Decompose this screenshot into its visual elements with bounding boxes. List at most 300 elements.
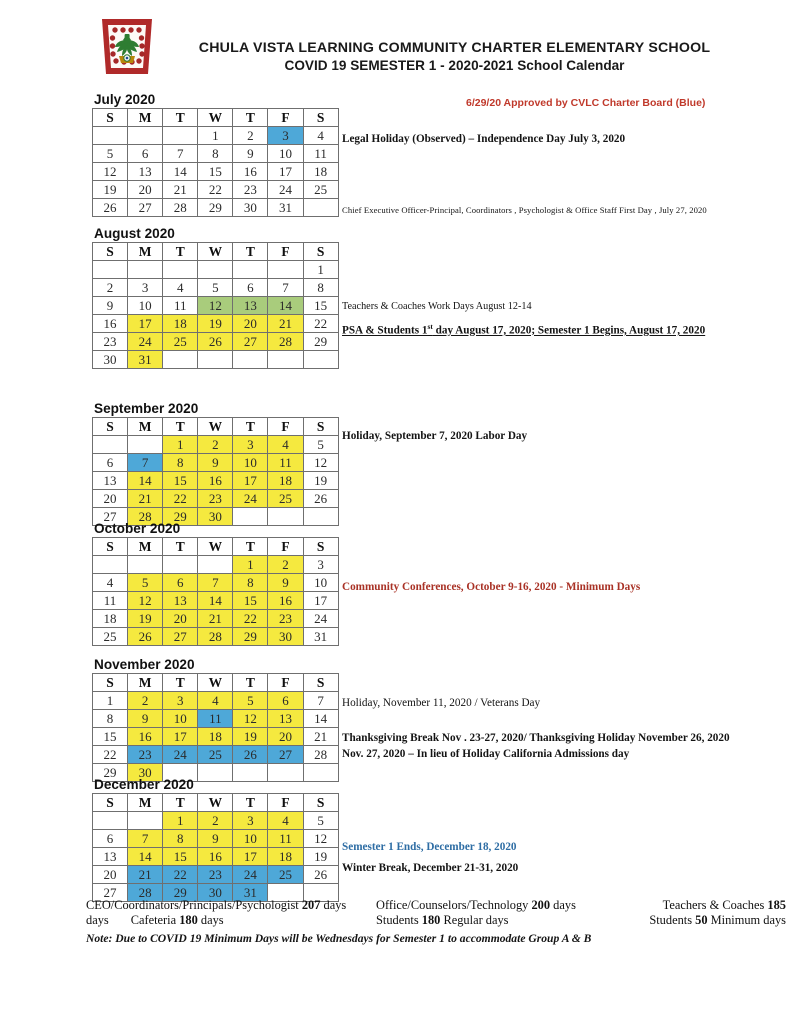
calendar-week-row — [93, 728, 339, 746]
day-cell[interactable]: 7 — [198, 574, 233, 592]
day-cell[interactable]: 2 — [198, 812, 233, 830]
footer-summary — [86, 898, 786, 945]
weekday-header-2: T — [163, 109, 198, 127]
weekday-header-6: S — [303, 674, 338, 692]
weekday-header-3: W — [198, 674, 233, 692]
label: Cafeteria — [130, 913, 180, 927]
day-cell[interactable]: 4 — [268, 436, 303, 454]
calendar-week-row — [93, 592, 339, 610]
empty-cell — [233, 261, 268, 279]
day-cell[interactable]: 9 — [233, 145, 268, 163]
day-cell[interactable]: 14 — [128, 472, 163, 490]
day-cell[interactable]: 16 — [198, 848, 233, 866]
weekday-header-4: T — [233, 794, 268, 812]
note-august-work-days: Teachers & Coaches Work Days August 12-14 — [342, 301, 532, 312]
day-cell[interactable]: 14 — [303, 710, 338, 728]
day-cell[interactable]: 4 — [163, 279, 198, 297]
day-cell[interactable]: 2 — [233, 127, 268, 145]
page-title — [188, 40, 791, 73]
day-cell[interactable]: 4 — [93, 574, 128, 592]
day-cell[interactable]: 8 — [163, 830, 198, 848]
day-cell[interactable]: 21 — [163, 181, 198, 199]
suffix: Regular days — [440, 913, 509, 927]
day-cell[interactable]: 23 — [198, 866, 233, 884]
weekday-header-4: T — [233, 674, 268, 692]
day-cell[interactable]: 15 — [233, 592, 268, 610]
day-cell[interactable]: 30 — [198, 884, 233, 902]
day-cell[interactable]: 20 — [233, 315, 268, 333]
month-title: November 2020 — [94, 657, 195, 672]
day-cell[interactable]: 3 — [128, 279, 163, 297]
day-cell[interactable]: 23 — [93, 333, 128, 351]
weekday-header-3: W — [198, 794, 233, 812]
empty-cell — [93, 127, 128, 145]
day-cell[interactable]: 1 — [198, 127, 233, 145]
day-cell[interactable]: 29 — [163, 884, 198, 902]
day-cell[interactable]: 16 — [233, 163, 268, 181]
weekday-header-5: F — [268, 243, 303, 261]
calendar-week-row — [93, 279, 339, 297]
day-cell[interactable]: 7 — [128, 454, 163, 472]
day-cell[interactable]: 7 — [163, 145, 198, 163]
day-cell[interactable]: 3 — [268, 127, 303, 145]
day-cell[interactable]: 13 — [268, 710, 303, 728]
day-cell[interactable]: 30 — [268, 628, 303, 646]
day-cell[interactable]: 21 — [128, 490, 163, 508]
empty-cell — [303, 199, 338, 217]
weekday-header-2: T — [163, 418, 198, 436]
calendar-week-row — [93, 145, 339, 163]
weekday-header-6: S — [303, 109, 338, 127]
day-cell[interactable]: 25 — [198, 746, 233, 764]
day-cell[interactable]: 9 — [198, 454, 233, 472]
day-cell[interactable]: 28 — [163, 199, 198, 217]
empty-cell — [198, 556, 233, 574]
weekday-header-1: M — [128, 243, 163, 261]
empty-cell — [303, 351, 338, 369]
day-cell[interactable]: 19 — [233, 728, 268, 746]
day-cell[interactable]: 1 — [93, 692, 128, 710]
calendar-week-row — [93, 351, 339, 369]
day-cell[interactable]: 9 — [198, 830, 233, 848]
day-cell[interactable]: 1 — [163, 812, 198, 830]
day-cell[interactable]: 22 — [163, 490, 198, 508]
day-cell[interactable]: 28 — [128, 884, 163, 902]
day-cell[interactable]: 15 — [163, 848, 198, 866]
day-cell[interactable]: 5 — [93, 145, 128, 163]
day-cell[interactable]: 7 — [268, 279, 303, 297]
day-cell[interactable]: 2 — [268, 556, 303, 574]
day-cell[interactable]: 3 — [303, 556, 338, 574]
day-cell[interactable]: 1 — [303, 261, 338, 279]
day-cell[interactable]: 13 — [93, 472, 128, 490]
day-cell[interactable]: 4 — [268, 812, 303, 830]
day-cell[interactable]: 4 — [303, 127, 338, 145]
day-cell[interactable]: 12 — [93, 163, 128, 181]
empty-cell — [163, 351, 198, 369]
day-cell[interactable]: 25 — [93, 628, 128, 646]
month-block-september — [92, 401, 339, 526]
weekday-header-4: T — [233, 418, 268, 436]
day-cell[interactable]: 3 — [163, 692, 198, 710]
calendar-week-row — [93, 574, 339, 592]
day-cell[interactable]: 21 — [303, 728, 338, 746]
ordinal-suffix: st — [427, 322, 433, 331]
weekday-header-4: T — [233, 538, 268, 556]
day-cell[interactable]: 8 — [198, 145, 233, 163]
day-cell[interactable]: 10 — [128, 297, 163, 315]
day-cell[interactable]: 21 — [128, 866, 163, 884]
day-cell[interactable]: 18 — [163, 315, 198, 333]
day-cell[interactable]: 12 — [198, 297, 233, 315]
day-cell[interactable]: 2 — [198, 436, 233, 454]
weekday-header-3: W — [198, 418, 233, 436]
day-cell[interactable]: 19 — [198, 315, 233, 333]
weekday-header-row — [93, 794, 339, 812]
day-cell[interactable]: 9 — [268, 574, 303, 592]
suffix: days — [197, 913, 224, 927]
calendar-subtitle: COVID 19 SEMESTER 1 - 2020-2021 School Calendar — [284, 58, 625, 73]
weekday-header-3: W — [198, 109, 233, 127]
day-cell[interactable]: 11 — [198, 710, 233, 728]
empty-cell — [128, 261, 163, 279]
day-cell[interactable]: 5 — [303, 812, 338, 830]
day-cell[interactable]: 10 — [268, 145, 303, 163]
suffix: Minimum days — [707, 913, 786, 927]
calendar-week-row — [93, 436, 339, 454]
empty-cell — [163, 127, 198, 145]
day-cell[interactable]: 23 — [233, 181, 268, 199]
day-cell[interactable]: 14 — [128, 848, 163, 866]
day-cell[interactable]: 31 — [268, 199, 303, 217]
label: CEO/Coordinators/Principals/Psychologist — [86, 898, 302, 912]
day-cell[interactable]: 6 — [233, 279, 268, 297]
note-november-in-lieu-holiday: Nov. 27, 2020 – In lieu of Holiday California Admissions day — [342, 748, 630, 760]
day-cell[interactable]: 12 — [233, 710, 268, 728]
weekday-header-6: S — [303, 794, 338, 812]
day-cell[interactable]: 29 — [93, 764, 128, 782]
weekday-header-1: M — [128, 538, 163, 556]
day-cell[interactable]: 23 — [198, 490, 233, 508]
day-cell[interactable]: 15 — [93, 728, 128, 746]
day-cell[interactable]: 11 — [93, 592, 128, 610]
weekday-header-row — [93, 418, 339, 436]
calendar-week-row — [93, 830, 339, 848]
day-cell[interactable]: 10 — [233, 830, 268, 848]
day-cell[interactable]: 29 — [233, 628, 268, 646]
day-cell[interactable]: 26 — [93, 199, 128, 217]
day-cell[interactable]: 31 — [233, 884, 268, 902]
day-cell[interactable]: 6 — [163, 574, 198, 592]
day-cell[interactable]: 24 — [233, 866, 268, 884]
day-cell[interactable]: 27 — [268, 746, 303, 764]
day-cell[interactable]: 11 — [163, 297, 198, 315]
day-cell[interactable]: 22 — [233, 610, 268, 628]
month-block-july — [92, 92, 339, 217]
calendar-week-row — [93, 556, 339, 574]
day-cell[interactable]: 17 — [128, 315, 163, 333]
day-cell[interactable]: 18 — [268, 472, 303, 490]
weekday-header-2: T — [163, 674, 198, 692]
day-cell[interactable]: 30 — [128, 764, 163, 782]
day-cell[interactable]: 29 — [198, 199, 233, 217]
day-cell[interactable]: 19 — [128, 610, 163, 628]
day-cell[interactable]: 18 — [198, 728, 233, 746]
day-cell[interactable]: 30 — [93, 351, 128, 369]
day-cell[interactable]: 17 — [233, 472, 268, 490]
day-cell[interactable]: 13 — [93, 848, 128, 866]
day-cell[interactable]: 28 — [303, 746, 338, 764]
calendar-week-row — [93, 628, 339, 646]
empty-cell — [93, 436, 128, 454]
note-december-semester-ends: Semester 1 Ends, December 18, 2020 — [342, 841, 517, 853]
empty-cell — [93, 261, 128, 279]
day-cell[interactable]: 19 — [93, 181, 128, 199]
calendar-week-row — [93, 692, 339, 710]
weekday-header-3: W — [198, 538, 233, 556]
day-cell[interactable]: 26 — [128, 628, 163, 646]
day-cell[interactable]: 24 — [233, 490, 268, 508]
weekday-header-1: M — [128, 418, 163, 436]
day-cell[interactable]: 5 — [233, 692, 268, 710]
day-cell[interactable]: 3 — [233, 436, 268, 454]
day-cell[interactable]: 18 — [93, 610, 128, 628]
day-cell[interactable]: 9 — [93, 297, 128, 315]
weekday-header-6: S — [303, 538, 338, 556]
calendar-week-row — [93, 610, 339, 628]
day-cell[interactable]: 3 — [233, 812, 268, 830]
note-october-community-conferences: Community Conferences, October 9-16, 2020 - Minimum Days — [342, 581, 641, 593]
day-cell[interactable]: 5 — [128, 574, 163, 592]
day-cell[interactable]: 28 — [198, 628, 233, 646]
month-title: October 2020 — [94, 521, 181, 536]
month-block-october — [92, 521, 339, 646]
day-cell[interactable]: 22 — [93, 746, 128, 764]
day-cell[interactable]: 17 — [163, 728, 198, 746]
day-cell[interactable]: 10 — [303, 574, 338, 592]
day-cell[interactable]: 15 — [303, 297, 338, 315]
day-cell[interactable]: 17 — [233, 848, 268, 866]
day-cell[interactable]: 5 — [303, 436, 338, 454]
calendar-table-october — [92, 537, 339, 646]
day-cell[interactable]: 1 — [233, 556, 268, 574]
school-name: CHULA VISTA LEARNING COMMUNITY CHARTER ELEMENTARY SCHOOL — [198, 40, 711, 56]
day-cell[interactable]: 12 — [303, 454, 338, 472]
value: 207 — [301, 898, 321, 912]
calendar-table-november — [92, 673, 339, 782]
empty-cell — [128, 556, 163, 574]
weekday-header-6: S — [303, 243, 338, 261]
day-cell[interactable]: 5 — [198, 279, 233, 297]
day-cell[interactable]: 16 — [198, 472, 233, 490]
day-cell[interactable]: 29 — [303, 333, 338, 351]
day-cell[interactable]: 21 — [198, 610, 233, 628]
day-cell[interactable]: 14 — [268, 297, 303, 315]
day-cell[interactable]: 24 — [268, 181, 303, 199]
day-cell[interactable]: 14 — [198, 592, 233, 610]
empty-cell — [198, 261, 233, 279]
day-cell[interactable]: 2 — [128, 692, 163, 710]
day-cell[interactable]: 15 — [163, 472, 198, 490]
note-december-winter-break: Winter Break, December 21-31, 2020 — [342, 862, 519, 874]
day-cell[interactable]: 23 — [268, 610, 303, 628]
day-cell[interactable]: 6 — [128, 145, 163, 163]
suffix: days — [550, 898, 576, 912]
day-cell[interactable]: 8 — [93, 710, 128, 728]
day-cell[interactable]: 27 — [128, 199, 163, 217]
weekday-header-3: W — [198, 243, 233, 261]
day-cell[interactable]: 6 — [268, 692, 303, 710]
empty-cell — [233, 351, 268, 369]
day-cell[interactable]: 4 — [198, 692, 233, 710]
day-cell[interactable]: 9 — [128, 710, 163, 728]
weekday-header-1: M — [128, 794, 163, 812]
day-cell[interactable]: 6 — [93, 830, 128, 848]
note-november-veterans-day: Holiday, November 11, 2020 / Veterans Day — [342, 697, 541, 709]
day-cell[interactable]: 7 — [128, 830, 163, 848]
day-cell[interactable]: 20 — [128, 181, 163, 199]
weekday-header-5: F — [268, 538, 303, 556]
day-cell[interactable]: 14 — [163, 163, 198, 181]
day-cell[interactable]: 6 — [93, 454, 128, 472]
day-cell[interactable]: 25 — [303, 181, 338, 199]
month-title: August 2020 — [94, 226, 175, 241]
day-cell[interactable]: 13 — [128, 163, 163, 181]
day-cell[interactable]: 30 — [233, 199, 268, 217]
day-cell[interactable]: 26 — [303, 866, 338, 884]
day-cell[interactable]: 18 — [268, 848, 303, 866]
weekday-header-5: F — [268, 794, 303, 812]
month-block-december — [92, 777, 339, 902]
day-cell[interactable]: 8 — [303, 279, 338, 297]
note-august-first-day — [342, 320, 705, 338]
empty-cell — [268, 351, 303, 369]
day-cell[interactable]: 20 — [268, 728, 303, 746]
day-cell[interactable]: 12 — [303, 830, 338, 848]
day-cell[interactable]: 25 — [268, 866, 303, 884]
day-cell[interactable]: 20 — [93, 490, 128, 508]
weekday-header-4: T — [233, 243, 268, 261]
day-cell[interactable]: 25 — [268, 490, 303, 508]
day-cell[interactable]: 1 — [163, 436, 198, 454]
weekday-header-1: M — [128, 109, 163, 127]
day-cell[interactable]: 10 — [163, 710, 198, 728]
day-cell[interactable]: 27 — [163, 628, 198, 646]
calendar-week-row — [93, 127, 339, 145]
note-text-a: PSA & Students 1 — [342, 324, 428, 337]
note-september-labor-day: Holiday, September 7, 2020 Labor Day — [342, 430, 528, 442]
day-cell[interactable]: 16 — [128, 728, 163, 746]
prefix: days — [86, 913, 109, 927]
month-title: December 2020 — [94, 777, 194, 792]
day-cell[interactable]: 16 — [268, 592, 303, 610]
weekday-header-0: S — [93, 109, 128, 127]
board-approval-note: 6/29/20 Approved by CVLC Charter Board (Blue) — [466, 97, 706, 109]
day-cell[interactable]: 26 — [233, 746, 268, 764]
calendar-week-row — [93, 746, 339, 764]
weekday-header-0: S — [93, 794, 128, 812]
day-cell[interactable]: 23 — [128, 746, 163, 764]
day-cell[interactable]: 25 — [163, 333, 198, 351]
day-cell[interactable]: 15 — [198, 163, 233, 181]
day-cell[interactable]: 13 — [163, 592, 198, 610]
day-cell[interactable]: 24 — [303, 610, 338, 628]
weekday-header-0: S — [93, 674, 128, 692]
label: Teachers & Coaches — [662, 898, 768, 912]
day-cell[interactable]: 11 — [268, 830, 303, 848]
calendar-table-september — [92, 417, 339, 526]
weekday-header-2: T — [163, 538, 198, 556]
footer-row-2 — [86, 913, 786, 928]
footer-students-minimum-days — [626, 913, 786, 928]
day-cell[interactable]: 30 — [198, 508, 233, 526]
day-cell[interactable]: 20 — [163, 610, 198, 628]
day-cell[interactable]: 19 — [303, 848, 338, 866]
day-cell[interactable]: 11 — [268, 454, 303, 472]
day-cell[interactable]: 2 — [93, 279, 128, 297]
day-cell[interactable]: 31 — [303, 628, 338, 646]
day-cell[interactable]: 28 — [268, 333, 303, 351]
day-cell[interactable]: 22 — [198, 181, 233, 199]
note-july-staff-first-day: Chief Executive Officer-Principal, Coordinators , Psychologist & Office Staff First Day , July 27, 2020 — [342, 205, 707, 215]
day-cell[interactable]: 19 — [303, 472, 338, 490]
day-cell[interactable]: 27 — [233, 333, 268, 351]
label: Students — [649, 913, 696, 927]
day-cell[interactable]: 29 — [163, 508, 198, 526]
day-cell[interactable]: 8 — [163, 454, 198, 472]
day-cell[interactable]: 27 — [93, 508, 128, 526]
day-cell[interactable]: 24 — [128, 333, 163, 351]
day-cell[interactable]: 26 — [303, 490, 338, 508]
day-cell[interactable]: 17 — [268, 163, 303, 181]
day-cell[interactable]: 31 — [128, 351, 163, 369]
day-cell[interactable]: 22 — [163, 866, 198, 884]
day-cell[interactable]: 16 — [93, 315, 128, 333]
day-cell[interactable]: 8 — [233, 574, 268, 592]
day-cell[interactable]: 12 — [128, 592, 163, 610]
weekday-header-5: F — [268, 418, 303, 436]
day-cell[interactable]: 21 — [268, 315, 303, 333]
day-cell[interactable]: 17 — [303, 592, 338, 610]
footer-teachers-days — [626, 898, 786, 913]
page-header — [0, 0, 791, 80]
calendar-week-row — [93, 710, 339, 728]
empty-cell — [128, 812, 163, 830]
day-cell[interactable]: 22 — [303, 315, 338, 333]
day-cell[interactable]: 27 — [93, 884, 128, 902]
calendar-week-row — [93, 454, 339, 472]
value: 180 — [421, 913, 441, 927]
calendar-week-row — [93, 490, 339, 508]
day-cell[interactable]: 20 — [93, 866, 128, 884]
day-cell[interactable]: 28 — [128, 508, 163, 526]
day-cell[interactable]: 26 — [198, 333, 233, 351]
month-title: September 2020 — [94, 401, 199, 416]
day-cell[interactable]: 10 — [233, 454, 268, 472]
calendar-week-row — [93, 866, 339, 884]
month-block-november — [92, 657, 339, 782]
day-cell[interactable]: 7 — [303, 692, 338, 710]
day-cell[interactable]: 24 — [163, 746, 198, 764]
empty-cell — [198, 351, 233, 369]
day-cell[interactable]: 13 — [233, 297, 268, 315]
suffix: days — [320, 898, 347, 912]
calendar-week-row — [93, 163, 339, 181]
month-block-august — [92, 226, 339, 369]
calendar-week-row — [93, 315, 339, 333]
day-cell[interactable]: 18 — [303, 163, 338, 181]
day-cell[interactable]: 11 — [303, 145, 338, 163]
